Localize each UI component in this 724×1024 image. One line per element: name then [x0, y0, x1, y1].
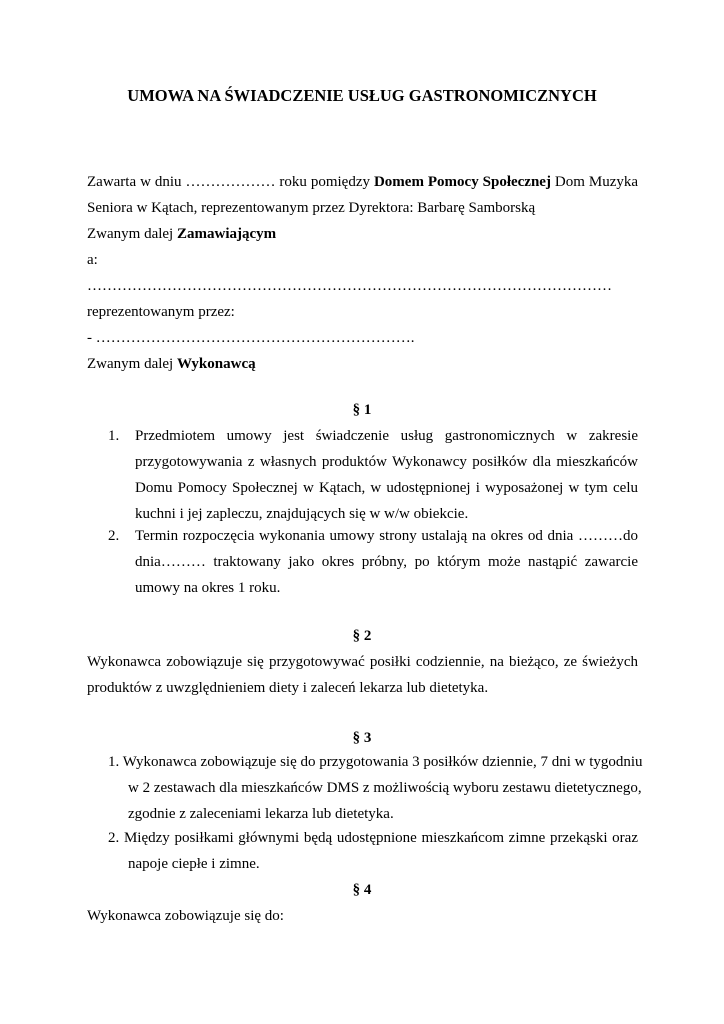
- s2-line: Wykonawca zobowiązuje się przygotowywać posiłki codziennie, na bieżąco, ze świeżych: [87, 654, 638, 670]
- s3-item-1-line: 1. Wykonawca zobowiązuje się do przygotowania 3 posiłków dziennie, 7 dni w tygodniu: [108, 754, 643, 770]
- intro-line-3: [87, 224, 276, 244]
- intro-line-4: a:: [87, 252, 98, 268]
- intro-line-8: [87, 354, 256, 374]
- intro-text: Zwanym dalej: [87, 356, 177, 372]
- section-4-heading: § 4: [352, 882, 372, 898]
- section-1-heading: § 1: [352, 402, 372, 418]
- intro-text: Zwanym dalej: [87, 226, 177, 242]
- s1-item-1-line: Przedmiotem umowy jest świadczenie usług gastronomicznych w zakresie: [135, 428, 638, 444]
- party-role: Wykonawcą: [176, 356, 256, 372]
- section-3-heading: § 3: [352, 730, 372, 746]
- s1-item-1-line: przygotowywania z własnych produktów Wykonawcy posiłków dla mieszkańców: [135, 454, 638, 470]
- party-role: Zamawiającym: [176, 226, 277, 242]
- s2-line: produktów z uwzględnieniem diety i zaleceń lekarza lub dietetyka.: [87, 680, 489, 696]
- s3-item-2-line: 2. Między posiłkami głównymi będą udostępnione mieszkańcom zimne przekąski oraz: [108, 830, 638, 846]
- s1-item-2-line: umowy na okres 1 roku.: [135, 580, 281, 596]
- intro-line-7: - ……………………………………………………….: [87, 330, 415, 346]
- s1-item-1-line: kuchni i jej zapleczu, znajdujących się w w/w obiekcie.: [135, 506, 469, 522]
- s1-item-1-line: Domu Pomocy Społecznej w Kątach, w udostępnionej i wyposażonej w tym celu: [135, 480, 638, 496]
- section-2-heading: § 2: [352, 628, 372, 644]
- party-name: Domem Pomocy Społecznej: [373, 174, 551, 190]
- intro-text: Dom Muzyka: [550, 174, 639, 190]
- s1-item-2-line: Termin rozpoczęcia wykonania umowy strony ustalają na okres od dnia ………do: [135, 528, 638, 544]
- s3-item-1-line: zgodnie z zaleceniami lekarza lub dietetyka.: [128, 806, 394, 822]
- intro-line-6: reprezentowanym przez:: [87, 304, 235, 320]
- intro-line-5: ……………………………………………………………………………………………: [87, 278, 612, 294]
- intro-line-2: Seniora w Kątach, reprezentowanym przez Dyrektora: Barbarę Samborską: [87, 200, 536, 216]
- s1-item-1-number: 1.: [108, 428, 120, 444]
- intro-line-1: [87, 172, 638, 192]
- intro-text: Zawarta w dniu ……………… roku pomiędzy: [87, 174, 374, 190]
- s4-line: Wykonawca zobowiązuje się do:: [87, 908, 284, 924]
- s1-item-2-number: 2.: [108, 528, 120, 544]
- document-title: UMOWA NA ŚWIADCZENIE USŁUG GASTRONOMICZNYCH: [127, 86, 597, 105]
- s3-item-1-line: w 2 zestawach dla mieszkańców DMS z możliwością wyboru zestawu dietetycznego,: [128, 780, 642, 796]
- s1-item-2-line: dnia……… traktowany jako okres próbny, po którym może nastąpić zawarcie: [135, 554, 638, 570]
- s3-item-2-line: napoje ciepłe i zimne.: [128, 856, 260, 872]
